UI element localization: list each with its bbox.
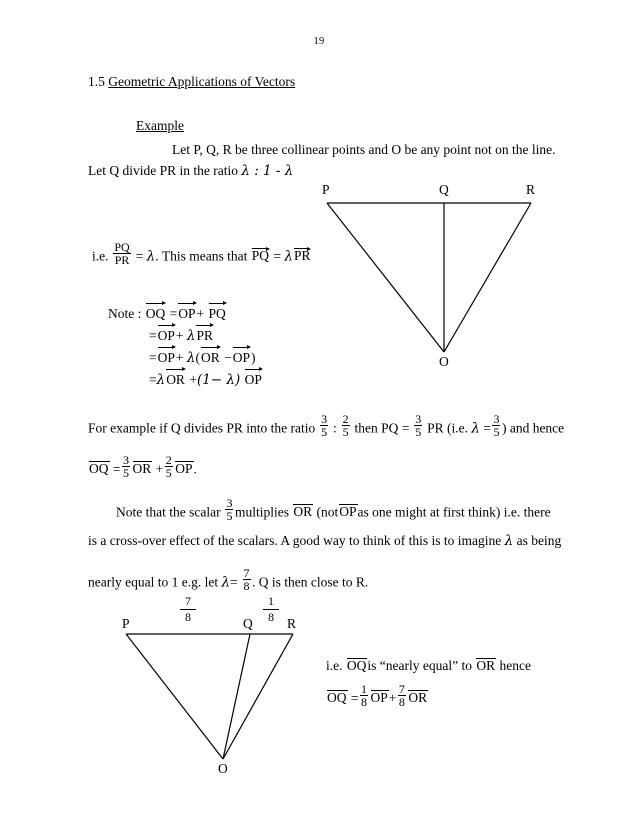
diagram-fraction-pq bbox=[180, 594, 196, 625]
fraction-denominator: 5 bbox=[342, 425, 349, 440]
fraction-denominator: PR bbox=[114, 253, 130, 268]
vector-op: OP bbox=[339, 504, 357, 520]
equals-sign: = bbox=[149, 372, 157, 387]
open-paren: ( bbox=[195, 350, 200, 365]
fraction-numerator: 3 bbox=[321, 411, 328, 426]
fraction-numerator: 3 bbox=[415, 411, 422, 426]
fraction-three-fifths-2 bbox=[414, 413, 422, 439]
ie-middle-text: . This means that bbox=[155, 248, 248, 264]
fraction-denominator: 8 bbox=[263, 609, 279, 625]
segment-po bbox=[327, 203, 444, 352]
lambda-symbol: λ bbox=[504, 533, 514, 549]
vector-or: OR bbox=[166, 368, 185, 391]
example-statement-line2 bbox=[88, 163, 293, 179]
vector-oq: OQ bbox=[327, 690, 347, 706]
fraction-denominator: 5 bbox=[493, 425, 500, 440]
plus-sign: + bbox=[196, 306, 205, 321]
close-paren: ) bbox=[250, 350, 256, 365]
triangle-diagram-top-svg bbox=[300, 180, 560, 380]
equals-sign: = bbox=[169, 306, 178, 321]
triangle-diagram-bottom-svg bbox=[105, 592, 315, 782]
plus-sign: + bbox=[155, 461, 164, 477]
equals-sign-2: = bbox=[273, 248, 282, 264]
one-minus-lambda-coefficient: (1− λ) bbox=[196, 372, 241, 388]
fraction-numerator: 7 bbox=[398, 681, 405, 696]
paragraph-text-2: as being bbox=[516, 533, 562, 548]
section-number: 1.5 bbox=[88, 74, 105, 89]
fraction-seven-eighths bbox=[398, 683, 406, 709]
paragraph-text-4: ) and hence bbox=[501, 420, 565, 436]
paragraph-text: is a cross-over effect of the scalars. A good way to think of this is to imagine bbox=[88, 533, 502, 548]
diagram-label-p: P bbox=[122, 616, 130, 631]
fraction-denominator: 5 bbox=[165, 466, 172, 481]
vector-op: OP bbox=[245, 368, 262, 391]
equals-sign: = bbox=[350, 690, 359, 706]
ratio-lambda-expression: λ : 1 - λ bbox=[241, 163, 294, 179]
vector-op-2: OP bbox=[233, 346, 250, 369]
vector-oq: OQ bbox=[89, 461, 109, 477]
segment-ro bbox=[444, 203, 531, 352]
fraction-numerator: 3 bbox=[123, 452, 129, 467]
vector-or: OR bbox=[408, 690, 428, 706]
vector-pr: PR bbox=[293, 248, 311, 264]
paragraph-text-2: then PQ = bbox=[354, 420, 410, 436]
fraction-one-eighth bbox=[360, 683, 368, 709]
equals-sign: = bbox=[230, 574, 238, 590]
diagram-label-o: O bbox=[218, 761, 228, 776]
note-row bbox=[108, 346, 263, 368]
triangle-diagram-bottom bbox=[105, 592, 315, 782]
scalar-note-line2 bbox=[88, 533, 561, 549]
diagram-label-o: O bbox=[439, 354, 449, 369]
fraction-denominator: 5 bbox=[226, 509, 233, 524]
vector-op: OP bbox=[178, 302, 195, 325]
segment-qo bbox=[223, 634, 250, 759]
diagram-fraction-qr bbox=[263, 594, 279, 625]
paragraph-text: i.e. bbox=[326, 658, 343, 673]
example-ratio-paragraph bbox=[88, 411, 565, 440]
oq-eighths-equation bbox=[326, 681, 428, 710]
note-derivation-block bbox=[108, 302, 263, 390]
example-label: Example bbox=[136, 118, 184, 133]
fraction-numerator: 7 bbox=[185, 594, 191, 608]
paragraph-text-3: hence bbox=[499, 658, 531, 673]
vector-or: OR bbox=[293, 504, 313, 520]
lambda-symbol: λ bbox=[146, 248, 156, 265]
note-row bbox=[108, 368, 263, 390]
fraction-numerator: 3 bbox=[493, 411, 500, 426]
fraction-denominator: 5 bbox=[321, 425, 328, 440]
diagram-label-q: Q bbox=[243, 616, 253, 631]
lambda-symbol: λ bbox=[221, 574, 231, 591]
fraction-denominator: 8 bbox=[243, 579, 250, 594]
fraction-numerator: 3 bbox=[226, 495, 233, 510]
ie-ratio-equation bbox=[92, 239, 311, 268]
vector-or: OR bbox=[476, 658, 496, 673]
lambda-symbol: λ bbox=[186, 328, 196, 344]
section-heading bbox=[88, 74, 295, 90]
fraction-denominator: 5 bbox=[415, 425, 422, 440]
ie-prefix: i.e. bbox=[92, 248, 109, 264]
vector-pq: PQ bbox=[209, 302, 226, 325]
segment-ro bbox=[223, 634, 293, 759]
lambda-symbol-2: λ bbox=[284, 248, 293, 265]
fraction-denominator: 8 bbox=[361, 695, 367, 710]
diagram-label-r: R bbox=[526, 182, 536, 197]
equals-sign: = bbox=[149, 350, 157, 365]
vector-oq: OQ bbox=[146, 302, 166, 325]
equals-sign: = bbox=[112, 461, 121, 477]
paragraph-text-2: is “nearly equal” to bbox=[367, 658, 472, 673]
paragraph-text-3: PR (i.e. bbox=[427, 420, 469, 436]
paragraph-text: nearly equal to 1 e.g. let bbox=[88, 574, 219, 590]
fraction-numerator: 1 bbox=[268, 594, 274, 608]
pq-over-pr-fraction bbox=[113, 241, 130, 267]
fraction-numerator: 7 bbox=[243, 565, 250, 580]
plus-sign: + bbox=[175, 328, 184, 343]
vector-op: OP bbox=[158, 346, 175, 369]
paragraph-text-2: . Q is then close to R. bbox=[252, 574, 369, 590]
period: . bbox=[193, 461, 197, 477]
example-statement-line2-text: Let Q divide PR in the ratio bbox=[88, 163, 242, 178]
paragraph-text-2: multiplies bbox=[234, 504, 289, 520]
scalar-note-line3 bbox=[88, 565, 369, 594]
diagram-label-p: P bbox=[322, 182, 330, 197]
fraction-denominator: 8 bbox=[180, 609, 196, 625]
fraction-three-fifths bbox=[225, 497, 233, 523]
lambda-symbol: λ bbox=[471, 420, 480, 437]
equals-sign: = bbox=[149, 328, 157, 343]
fraction-denominator: 8 bbox=[398, 695, 405, 710]
triangle-diagram-top bbox=[300, 180, 560, 380]
fraction-numerator: 2 bbox=[342, 411, 349, 426]
fraction-three-fifths-3 bbox=[492, 413, 500, 439]
lambda-symbol: λ bbox=[186, 350, 196, 366]
note-row bbox=[108, 324, 263, 346]
plus-sign: + bbox=[388, 690, 397, 706]
lambda-symbol: λ bbox=[156, 372, 166, 388]
paragraph-text: Note that the scalar bbox=[116, 504, 221, 520]
plus-sign: + bbox=[175, 350, 184, 365]
page-number: 19 bbox=[313, 36, 325, 47]
fraction-three-fifths bbox=[122, 454, 130, 480]
scalar-note-line1 bbox=[116, 495, 551, 524]
diagram-label-r: R bbox=[287, 616, 297, 631]
vector-or: OR bbox=[132, 461, 152, 477]
section-title: Geometric Applications of Vectors bbox=[108, 74, 296, 89]
equals-sign: = bbox=[483, 420, 491, 436]
equals-sign: = bbox=[135, 248, 144, 264]
paragraph-text-3: (not bbox=[316, 504, 339, 520]
vector-oq: OQ bbox=[346, 658, 367, 673]
diagram-label-q: Q bbox=[439, 182, 449, 197]
note-label: Note : bbox=[108, 306, 142, 321]
fraction-numerator: 2 bbox=[165, 452, 172, 467]
vector-op: OP bbox=[158, 324, 175, 347]
fraction-two-fifths bbox=[165, 454, 173, 480]
example-statement-line1: Let P, Q, R be three collinear points and O be any point not on the line. bbox=[172, 142, 556, 157]
vector-op: OP bbox=[175, 461, 193, 477]
oq-decomposition-equation bbox=[88, 452, 197, 481]
vector-op: OP bbox=[370, 690, 388, 706]
fraction-numerator: 1 bbox=[361, 681, 367, 696]
paragraph-text-4: as one might at first think) i.e. there bbox=[357, 504, 551, 520]
fraction-seven-eighths bbox=[243, 567, 251, 593]
note-row bbox=[108, 302, 263, 324]
fraction-denominator: 5 bbox=[123, 466, 129, 481]
paragraph-text: For example if Q divides PR into the ratio bbox=[88, 420, 316, 436]
vector-or: OR bbox=[201, 346, 220, 369]
vector-pq: PQ bbox=[251, 248, 270, 264]
fraction-numerator: PQ bbox=[114, 239, 130, 254]
segment-po bbox=[126, 634, 223, 759]
fraction-two-fifths bbox=[342, 413, 350, 439]
nearly-equal-statement bbox=[326, 657, 531, 674]
ratio-colon: : bbox=[332, 420, 337, 436]
vector-pr: PR bbox=[196, 324, 213, 347]
plus-sign: + bbox=[189, 372, 197, 387]
minus-sign: − bbox=[224, 350, 232, 365]
fraction-three-fifths bbox=[320, 413, 328, 439]
